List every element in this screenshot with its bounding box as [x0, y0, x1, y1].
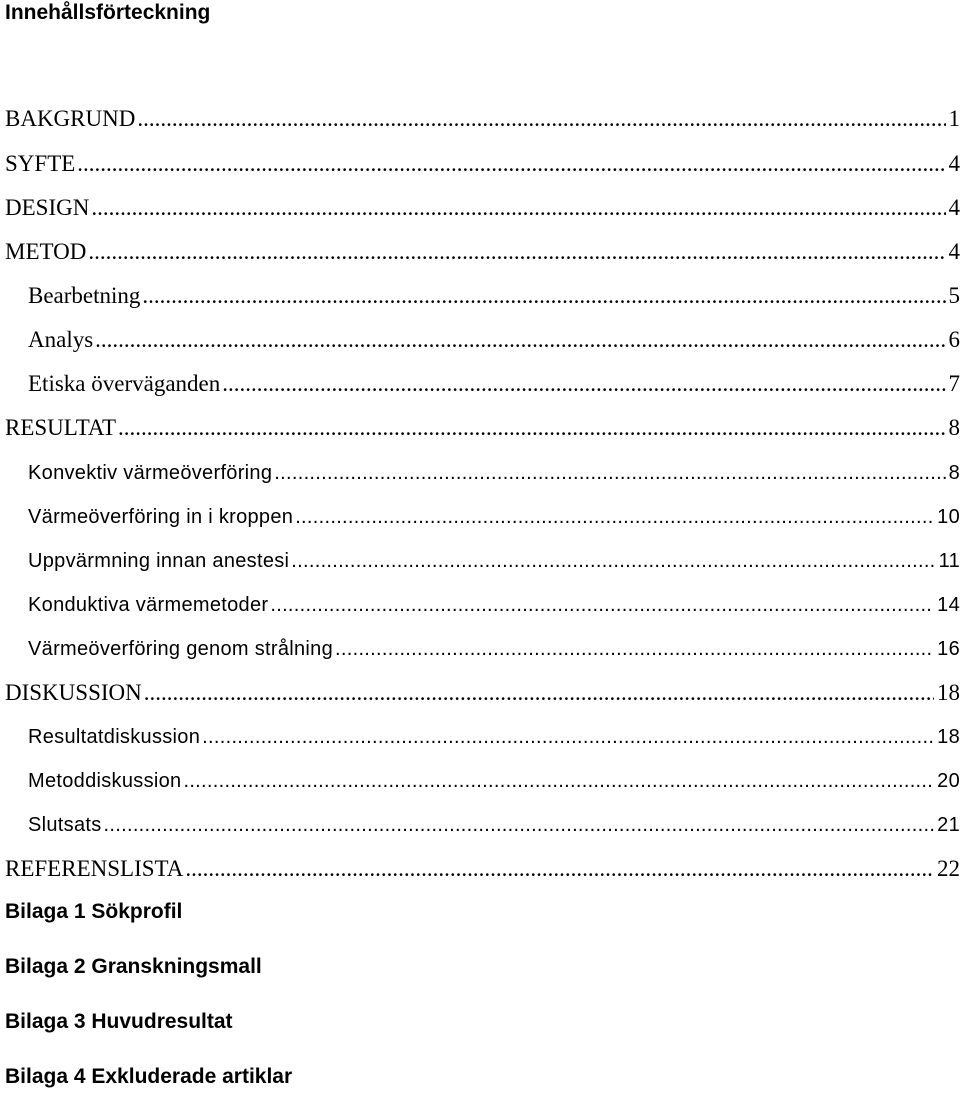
toc-page-number: 8 — [948, 462, 960, 484]
appendix-3[interactable]: Bilaga 3 Huvudresultat — [5, 1010, 233, 1033]
toc-page-number: 22 — [937, 856, 960, 881]
toc-entry-slutsats[interactable] — [28, 811, 960, 839]
toc-entry-title: Slutsats — [28, 814, 102, 836]
toc-entry-analys[interactable] — [28, 326, 960, 354]
toc-page-number: 1 — [948, 106, 960, 131]
toc-entry-title: Värmeöverföring in i kroppen — [28, 506, 294, 528]
toc-entry-title: Uppvärmning innan anestesi — [28, 550, 290, 572]
toc-entry-title: Konvektiv värmeöverföring — [28, 462, 273, 484]
toc-entry-title: METOD — [5, 239, 87, 264]
toc-dot-leader — [88, 238, 945, 266]
toc-entry-title: RESULTAT — [5, 415, 117, 440]
toc-dot-leader — [183, 767, 934, 795]
toc-entry-bearbetning[interactable] — [28, 282, 960, 310]
toc-page-number: 4 — [948, 151, 960, 176]
toc-entry-metoddiskussion[interactable] — [28, 767, 960, 795]
toc-page-number: 5 — [948, 283, 960, 308]
toc-entry-uppvarmning-innan-anestesi[interactable] — [28, 547, 960, 575]
toc-dot-leader — [291, 547, 935, 575]
toc-entry-resultat[interactable] — [5, 414, 960, 442]
toc-dot-leader — [142, 282, 945, 310]
toc-entry-title: DISKUSSION — [5, 680, 142, 705]
toc-dot-leader — [144, 679, 934, 707]
toc-heading: Innehållsförteckning — [5, 1, 211, 24]
toc-entry-konvektiv-varmeoverforing[interactable] — [28, 459, 960, 487]
toc-entry-title: BAKGRUND — [5, 106, 136, 131]
toc-dot-leader — [202, 723, 934, 751]
toc-entry-design[interactable] — [5, 194, 960, 222]
toc-page-number: 4 — [948, 195, 960, 220]
toc-page-number: 4 — [948, 239, 960, 264]
toc-page-number: 21 — [937, 814, 960, 836]
toc-page-number: 7 — [948, 371, 960, 396]
toc-entry-varmeoverforing-genom-stralning[interactable] — [28, 635, 960, 663]
toc-entry-bakgrund[interactable] — [5, 105, 960, 133]
toc-dot-leader — [95, 326, 945, 354]
toc-dot-leader — [185, 855, 934, 883]
toc-entry-title: DESIGN — [5, 195, 90, 220]
toc-page-number: 14 — [937, 594, 960, 616]
toc-entry-title: Bearbetning — [28, 283, 141, 308]
toc-dot-leader — [137, 105, 945, 133]
appendix-4[interactable]: Bilaga 4 Exkluderade artiklar — [5, 1065, 293, 1088]
toc-entry-title: SYFTE — [5, 151, 76, 176]
toc-page-number: 16 — [937, 638, 960, 660]
toc-page-number: 20 — [937, 770, 960, 792]
toc-dot-leader — [77, 150, 945, 178]
toc-entry-title: Analys — [28, 327, 94, 352]
toc-dot-leader — [222, 370, 945, 398]
toc-page-number: 11 — [938, 550, 960, 572]
toc-entry-title: Etiska överväganden — [28, 371, 221, 396]
toc-page-number: 18 — [937, 726, 960, 748]
toc-entry-referenslista[interactable] — [5, 855, 960, 883]
toc-entry-etiska-overvaganden[interactable] — [28, 370, 960, 398]
toc-entry-title: REFERENSLISTA — [5, 856, 184, 881]
appendix-1[interactable]: Bilaga 1 Sökprofil — [5, 900, 183, 923]
toc-entry-resultatdiskussion[interactable] — [28, 723, 960, 751]
toc-entry-syfte[interactable] — [5, 150, 960, 178]
toc-dot-leader — [118, 414, 945, 442]
toc-entry-title: Konduktiva värmemetoder — [28, 594, 269, 616]
toc-page-number: 18 — [937, 680, 960, 705]
toc-dot-leader — [335, 635, 934, 663]
toc-dot-leader — [295, 503, 934, 531]
toc-entry-title: Resultatdiskussion — [28, 726, 201, 748]
toc-page-number: 6 — [948, 327, 960, 352]
toc-page-number: 10 — [937, 506, 960, 528]
toc-page-number: 8 — [948, 415, 960, 440]
toc-dot-leader — [91, 194, 945, 222]
toc-entry-diskussion[interactable] — [5, 679, 960, 707]
toc-entry-varmeoverforing-in-i-kroppen[interactable] — [28, 503, 960, 531]
toc-entry-title: Värmeöverföring genom strålning — [28, 638, 334, 660]
toc-dot-leader — [270, 591, 934, 619]
toc-entry-konduktiva-varmemetoder[interactable] — [28, 591, 960, 619]
toc-dot-leader — [274, 459, 945, 487]
appendix-2[interactable]: Bilaga 2 Granskningsmall — [5, 955, 262, 978]
toc-entry-title: Metoddiskussion — [28, 770, 182, 792]
toc-entry-metod[interactable] — [5, 238, 960, 266]
toc-dot-leader — [104, 811, 935, 839]
